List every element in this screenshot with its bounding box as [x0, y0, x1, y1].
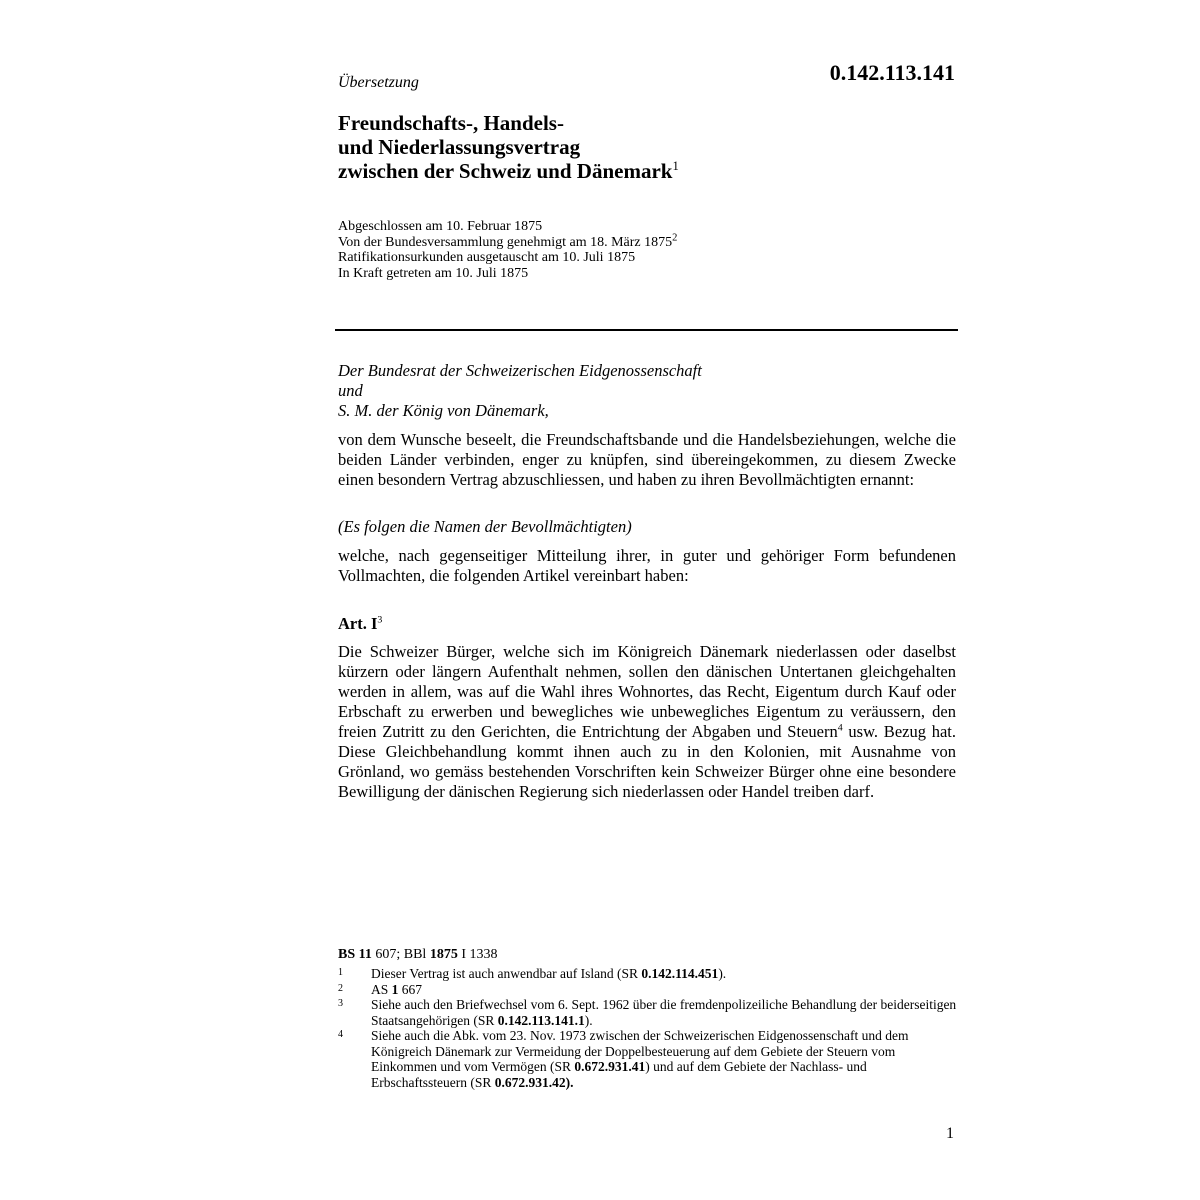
divider — [335, 329, 958, 331]
approval-date: Von der Bundesversammlung genehmigt am 18. März 1875 — [338, 234, 673, 250]
source-bs-vol: 11 — [358, 947, 372, 962]
footnote-number: 3 — [338, 998, 343, 1009]
ratification-date: Ratifikationsurkunden ausgetauscht am 10. Juli 1875 — [338, 250, 636, 265]
source-bs-page: 607; BBl — [371, 947, 430, 962]
footnote-ref-4[interactable]: 4 — [837, 722, 843, 734]
plenipotentiaries-note: (Es folgen die Namen der Bevollmächtigten) — [338, 517, 632, 536]
article-1-text-part1: Die Schweizer Bürger, welche sich im Königreich Dänemark niederlassen oder daselbst kürzern oder längern Aufenthalt nehmen, sollen den dänischen Untertanen gleichgehalten werden in allem, was auf die Wahl ihres Wohnortes, das Recht, Eigentum durch Kauf oder Erbschaft zu erwerben und bewegliches wie unbewegliches Eigentum zu veräussern, den freien Zutritt zu den Gerichten, die Entrichtung der Abgaben und Steuern — [338, 642, 956, 741]
in-force-date: In Kraft getreten am 10. Juli 1875 — [338, 265, 529, 281]
footnote-text: Siehe auch den Briefwechsel vom 6. Sept. 1962 über die fremdenpolizeiliche Behandlung der beiderseitigen Staatsangehörigen (SR 0.142.113.141.1). — [371, 997, 957, 1028]
source-bs: BS — [338, 947, 356, 962]
document-title — [338, 111, 679, 183]
footnotes — [338, 966, 958, 1090]
footnote-text: AS 1 667 — [371, 981, 423, 997]
footnote — [338, 1028, 958, 1090]
title-line-3: zwischen der Schweiz und Dänemark — [338, 159, 673, 183]
title-line-2: und Niederlassungsvertrag — [338, 135, 581, 159]
article-1-text-part2: usw. Bezug hat. Diese Gleichbehandlung kommt ihnen auch zu in den Kolonien, mit Ausnahme von Grönland, wo gemäss bestehenden Vorschriften kein Schweizer Bürger ohne eine besondere Bewilligung der dänischen Regierung sich niederlassen oder Handel treiben darf. — [338, 722, 957, 801]
footnote-ref-3[interactable]: 3 — [377, 614, 383, 626]
treaty-metadata — [338, 219, 677, 281]
footnote-text: Siehe auch die Abk. vom 23. Nov. 1973 zwischen der Schweizerischen Eidgenossenschaft und dem Königreich Dänemark zur Vermeidung der Doppelbesteuerung auf dem Gebiete der Steuern vom Einkommen und vom Vermögen (SR 0.672.931.41) und auf dem Gebiete der Nachlass- und Erbschaftssteuern (SR 0.672.931.42). — [371, 1028, 909, 1090]
party-switzerland: Der Bundesrat der Schweizerischen Eidgenossenschaft — [338, 361, 702, 380]
article-heading-text: Art. I — [338, 614, 378, 633]
footnote-ref-1[interactable]: 1 — [672, 159, 679, 173]
footnote-number: 4 — [338, 1029, 343, 1040]
footnote-ref-2[interactable]: 2 — [672, 231, 678, 243]
source-bbl-year: 1875 — [429, 947, 458, 962]
source-reference — [338, 947, 498, 963]
footnote-number: 2 — [338, 982, 343, 994]
footnote — [338, 982, 958, 998]
article-heading — [338, 614, 382, 634]
source-bbl-ref: I 1338 — [457, 947, 498, 962]
footnote — [338, 966, 958, 982]
title-line-1: Freundschafts-, Handels- — [338, 111, 564, 135]
sr-number: 0.142.113.141 — [829, 60, 955, 85]
page-number: 1 — [946, 1125, 954, 1142]
preamble-paragraph-1: von dem Wunsche beseelt, die Freundschaftsbande und die Handelsbeziehungen, welche die beiden Länder verbinden, enger zu knüpfen, sind übereingekommen, zu diesem Zwecke einen besondern Vertrag abzuschliessen, und haben zu ihren Bevollmächtigten ernannt: — [338, 430, 956, 489]
footnote — [338, 997, 958, 1028]
footnote-text: Dieser Vertrag ist auch anwendbar auf Island (SR 0.142.114.451). — [371, 966, 727, 981]
translation-label: Übersetzung — [338, 74, 419, 91]
party-denmark: S. M. der König von Dänemark, — [338, 401, 549, 420]
article-1-text — [338, 642, 956, 802]
preamble-paragraph-2: welche, nach gegenseitiger Mitteilung ihrer, in guter und gehöriger Form befundenen Vollmachten, die folgenden Artikel vereinbart haben: — [338, 546, 956, 585]
footnote-number: 1 — [338, 967, 343, 978]
party-and: und — [338, 381, 363, 400]
preamble-parties — [338, 361, 956, 421]
concluded-date: Abgeschlossen am 10. Februar 1875 — [338, 219, 543, 234]
